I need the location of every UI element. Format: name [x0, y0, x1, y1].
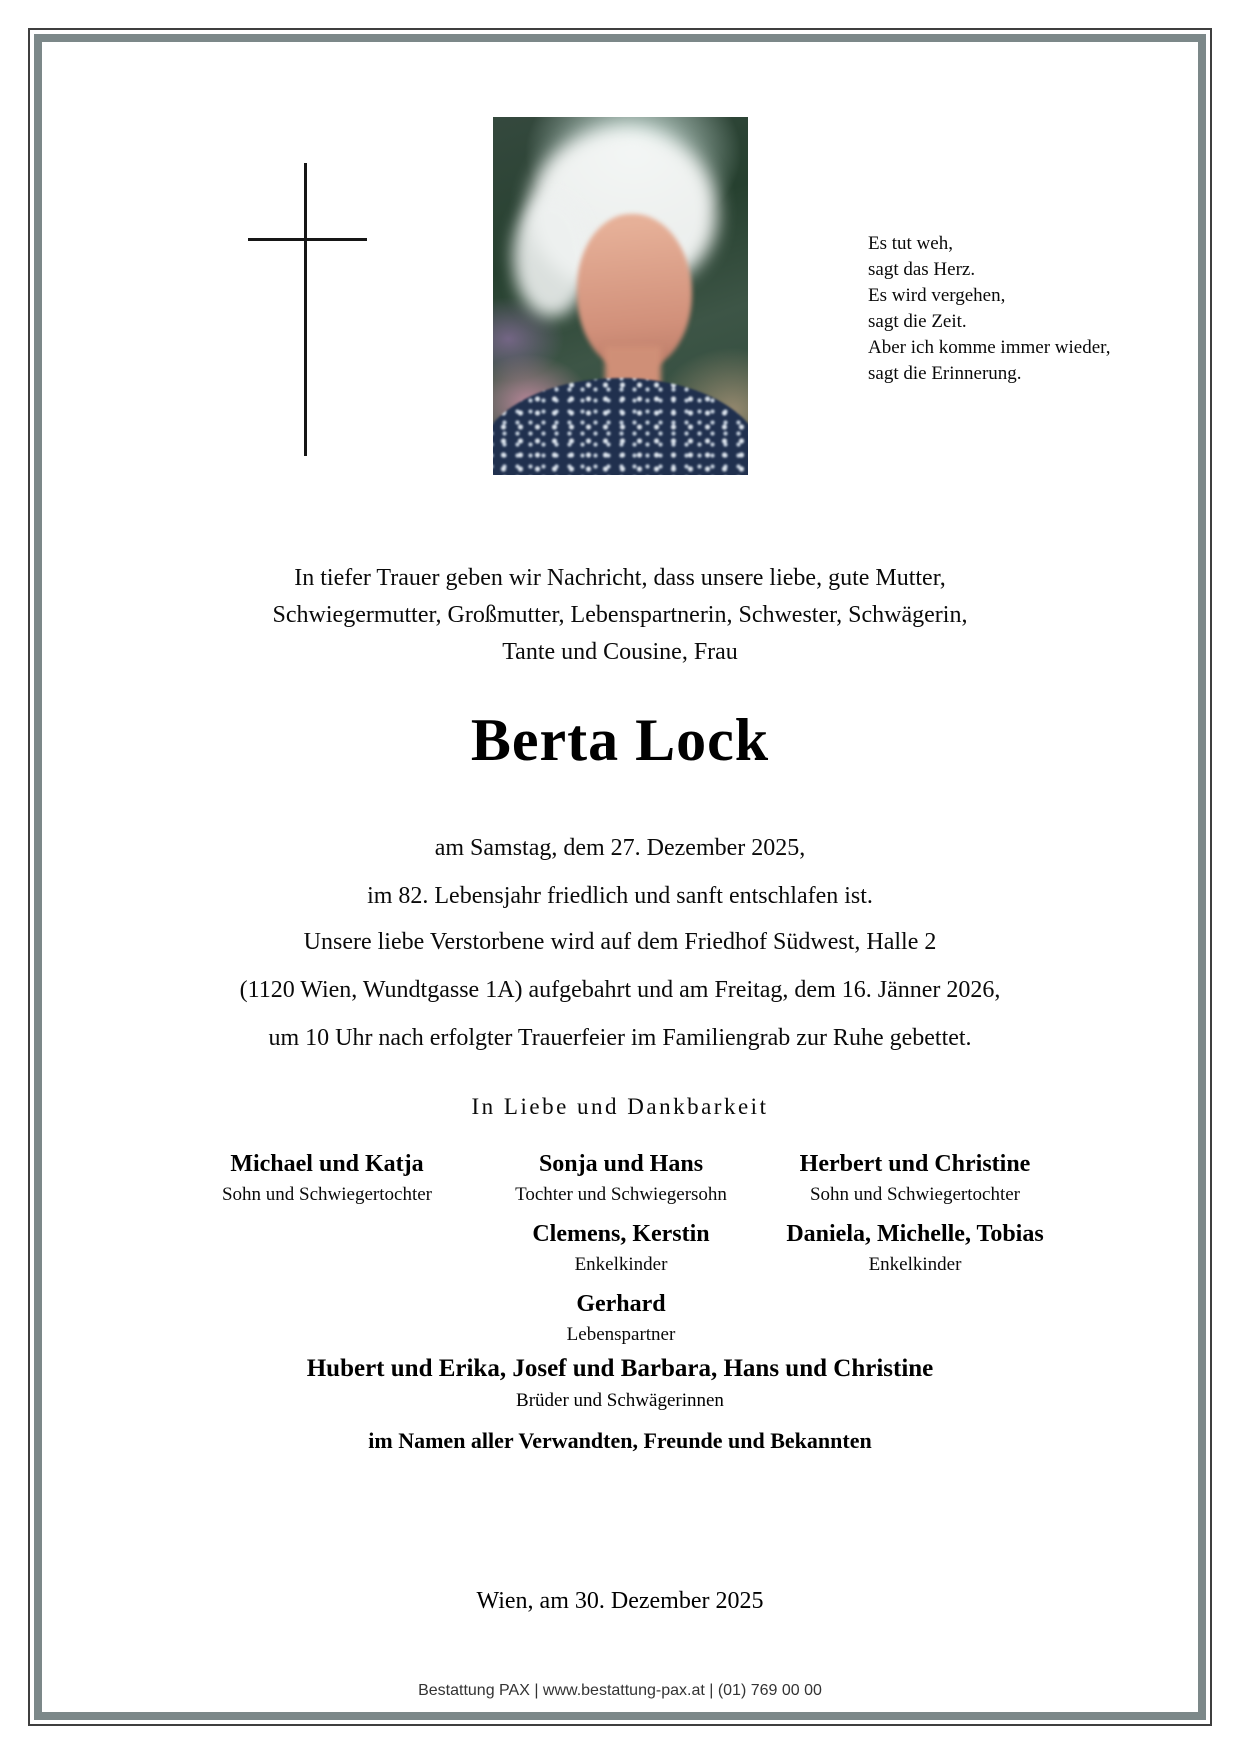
announcement-intro: [120, 560, 1120, 671]
poem-line: Aber ich komme immer wieder,: [868, 337, 1111, 358]
mourner-names: Hubert und Erika, Josef und Barbara, Hans und Christine: [306, 1355, 934, 1382]
poem-line: Es tut weh,: [868, 233, 953, 254]
mourner-names: Sonja und Hans: [538, 1151, 704, 1177]
funeral-home-footer: Bestattung PAX | www.bestattung-pax.at | (01) 769 00 00: [418, 1682, 822, 1699]
poem-line: sagt die Zeit.: [868, 311, 967, 332]
mourner-names: Daniela, Michelle, Tobias: [786, 1221, 1044, 1247]
funeral-notice-line: Unsere liebe Verstorbene wird auf dem Friedhof Südwest, Halle 2: [303, 929, 937, 955]
mourner-names: Michael und Katja: [230, 1151, 424, 1177]
mourner-relation: Tochter und Schwiegersohn: [515, 1184, 727, 1205]
mourner-relation: Brüder und Schwägerinnen: [516, 1390, 724, 1411]
intro-line: In tiefer Trauer geben wir Nachricht, dass unsere liebe, gute Mutter,: [294, 565, 946, 591]
intro-line: Schwiegermutter, Großmutter, Lebenspartnerin, Schwester, Schwägerin,: [272, 602, 968, 628]
poem-line: Es wird vergehen,: [868, 285, 1006, 306]
portrait-floral-blouse: [493, 378, 748, 475]
mourner-relation: Sohn und Schwiegertochter: [221, 1184, 432, 1205]
cross-vertical-bar: [304, 163, 307, 456]
place-and-date: Wien, am 30. Dezember 2025: [476, 1588, 764, 1614]
mourner-relation: Enkelkinder: [868, 1254, 962, 1275]
funeral-notice-line: (1120 Wien, Wundtgasse 1A) aufgebahrt und am Freitag, dem 16. Jänner 2026,: [239, 977, 1001, 1003]
mourner-names: Clemens, Kerstin: [532, 1221, 710, 1247]
portrait-photo: [493, 117, 748, 475]
funeral-notice: [120, 918, 1120, 1062]
memorial-poem: [868, 231, 1110, 387]
death-notice-line: im 82. Lebensjahr friedlich und sanft entschlafen ist.: [367, 883, 873, 909]
mourner-names: Herbert und Christine: [799, 1151, 1031, 1177]
mourner-relation: Lebenspartner: [566, 1324, 676, 1345]
cross-horizontal-bar: [248, 238, 367, 241]
poem-line: sagt das Herz.: [868, 259, 976, 280]
death-notice: [120, 824, 1120, 920]
mourner-relation: Enkelkinder: [574, 1254, 668, 1275]
mourner-entry: [411, 1288, 831, 1349]
mourner-entry: [705, 1218, 1125, 1279]
mourner-names: Gerhard: [576, 1291, 666, 1317]
deceased-name: Berta Lock: [470, 707, 770, 773]
intro-line: Tante und Cousine, Frau: [502, 639, 738, 665]
poem-line: sagt die Erinnerung.: [868, 363, 1022, 384]
mourner-relation: Sohn und Schwiegertochter: [809, 1184, 1020, 1205]
mourner-entry: [120, 1352, 1120, 1416]
closing-line: In Liebe und Dankbarkeit: [471, 1094, 769, 1119]
death-notice-line: am Samstag, dem 27. Dezember 2025,: [434, 835, 806, 861]
funeral-notice-line: um 10 Uhr nach erfolgter Trauerfeier im Familiengrab zur Ruhe gebettet.: [268, 1025, 972, 1051]
in-name-of-line: im Namen aller Verwandten, Freunde und Bekannten: [368, 1428, 872, 1453]
mourner-entry: [705, 1148, 1125, 1209]
cross-icon: [240, 160, 380, 460]
